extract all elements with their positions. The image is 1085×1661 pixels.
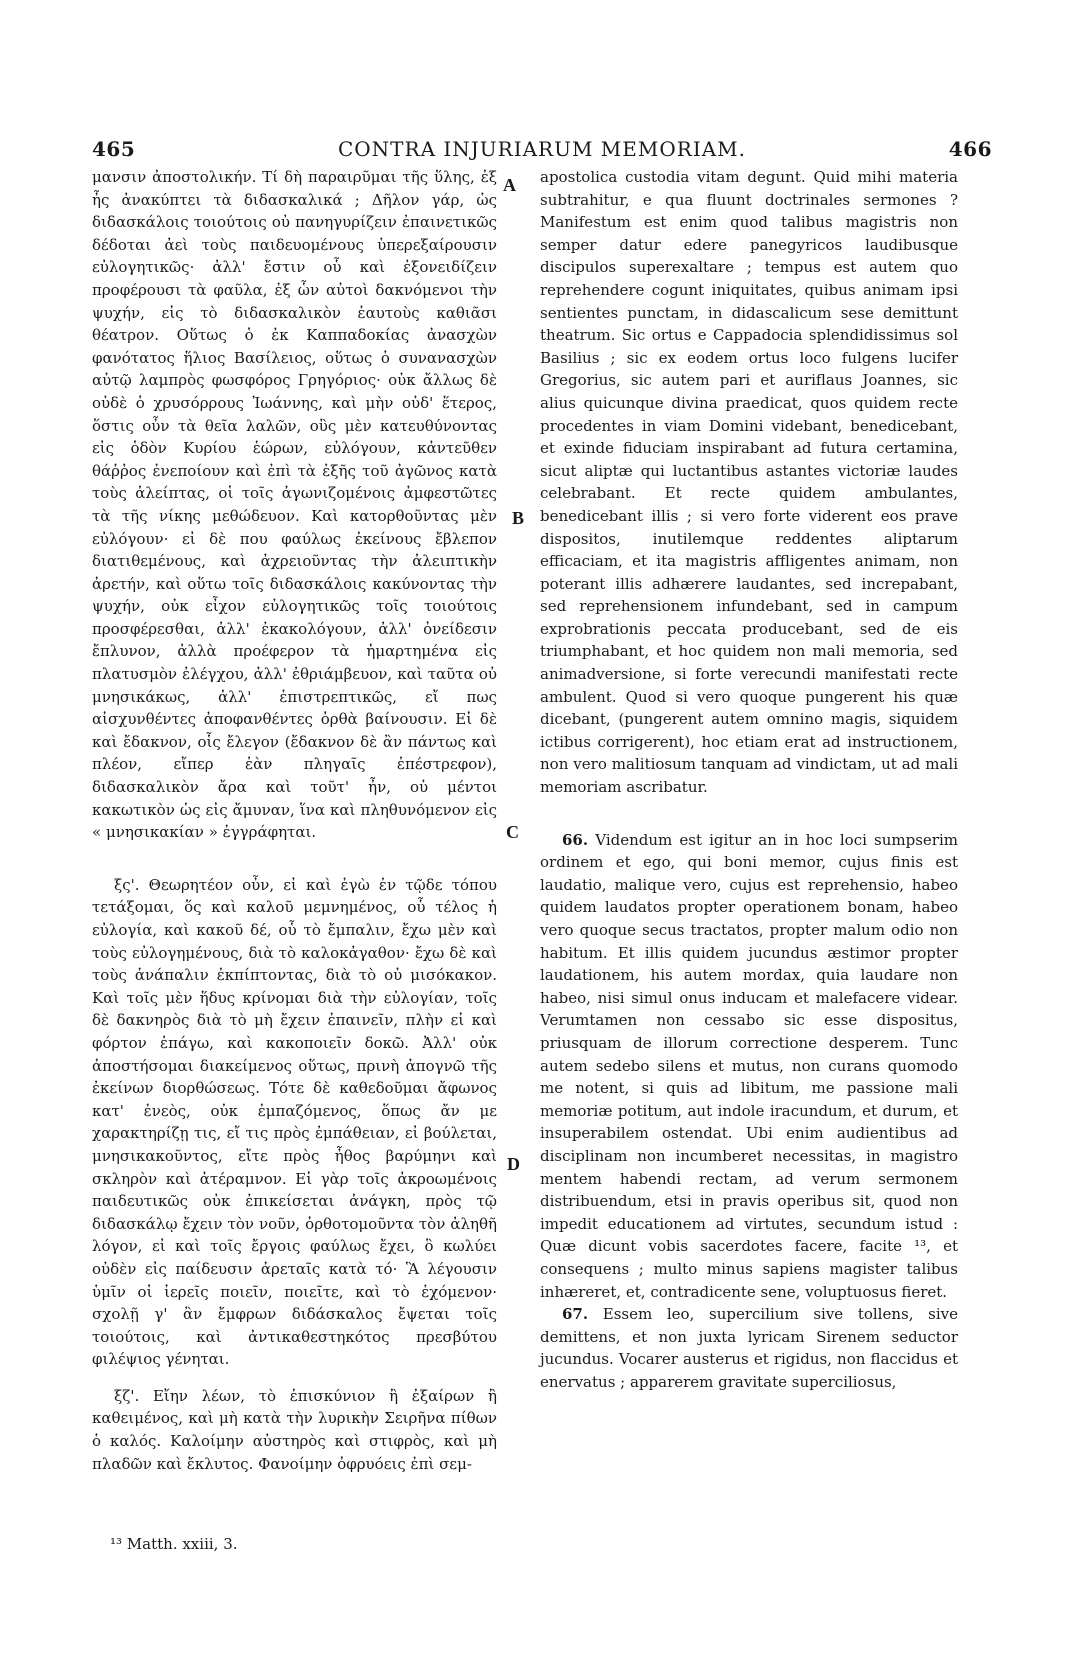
latin-paragraph-3-text: Essem leo, supercilium sive tollens, sive demittens, et non juxta lyricam Sirenem seductor jucundus. Vocarer austerus et rigidus, non flaccidus et enervatus ; apparerem gravitate superciliosus, xyxy=(540,1305,958,1391)
section-number-67: 67. xyxy=(562,1305,589,1324)
running-title: CONTRA INJURIARUM MEMORIAM. xyxy=(337,137,746,161)
section-number-66: 66. xyxy=(562,830,589,849)
latin-column xyxy=(540,166,958,1393)
greek-paragraph-3: ξζ'. Εἴην λέων, τὸ ἐπισκύνιον ἢ ἐξαίρων ἢ καθειμένος, καὶ μὴ κατὰ τὴν λυρικὴν Σειρῆνα πίθων ὁ καλός. Καλοίμην αὐστηρὸς καὶ στιφρὸς, καὶ μὴ πλαδῶν καὶ ἔκλυτος. Φανοίμην ὀφρυόεις ἐπὶ σεμ- xyxy=(92,1386,497,1473)
page-number-left: 465 xyxy=(92,137,136,161)
greek-paragraph-2: ξς'. Θεωρητέον οὖν, εἰ καὶ ἐγὼ ἐν τῷδε τόπου τετάξομαι, ὅς καὶ καλοῦ μεμνημένος, οὗ τέλος ἡ εὐλογία, καὶ κακοῦ δέ, οὗ τὸ ἔμπαλιν, ἔχω μὲν καὶ τοὺς εὐλογημένους, διὰ τὸ καλοκἀγαθον· ἔχω δὲ καὶ τοὺς ἀνάπαλιν ἐκπίπτοντας, διὰ τὸ οὐ μισόκακον. Καὶ τοῖς μὲν ἥδυς κρίνομαι διὰ τὴν εὐλογίαν, τοῖς δὲ δακνηρὸς διὰ τὸ μὴ ἔχειν ἐπαινεῖν, πλὴν εἰ καὶ φόρτον ἐπάγω, καὶ κακοποιεῖν δοκῶ. Ἀλλ' οὐκ ἀποστήσομαι διακείμενος οὕτως, πρινὴ ἀπογνῶ τῆς ἐκείνων διορθώσεως. Τότε δὲ καθεδοῦμαι ἄφωνος κατ' ἐνεὸς, οὐκ ἐμπαζόμενος, ὅπως ἄν με χαρακτηρίζῃ τις, εἴ τις πρὸς ἐμπάθειαν, εἰ βούλεται, μνησικακοῦντος, εἴτε πρὸς ἦθος βαρύμηνι καὶ σκληρὸν καὶ ἀτέραμνον. Εἰ γὰρ τοῖς ἀκροωμένοις παιδευτικῶς οὐκ ἐπικείσεται ἀνάγκη, πρὸς τῷ διδασκάλῳ ἔχειν τὸν νοῦν, ὀρθοτομοῦντα τὸν ἀληθῆ λόγον, εἰ καὶ τοῖς ἔργοις φαύλως ἔχει, ὃ κωλύει οὐδὲν εἰς παίδευσιν ἀρεταῖς κατὰ τό· Ἃ λέγουσιν ὑμῖν οἱ ἱερεῖς ποιεῖν, ποιεῖτε, καὶ τὸ ἐχόμενον· σχολῇ γ' ἂν ἔμφρων διδάσκαλος ἔψεται τοῖς τοιούτοις, καὶ ἀντικαθεστηκότος πρεσβύτου φιλέψιος γένηται. xyxy=(92,875,497,1369)
latin-paragraph-1: apostolica custodia vitam degunt. Quid mihi materia subtrahitur, e qua fluunt doctrinales sermones ? Manifestum est enim quod talibus magistris non semper datur edere panegyricos laudibusque discipulos superexaltare ; tempus est autem quo reprehendere cogunt iniquitates, quibus animam ipsi sentientes punctam, in didascalicum sese demittunt theatrum. Sic ortus e Cappadocia splendidissimus sol Basilius ; sic ex eodem ortus loco fulgens lucifer Gregorius, sic autem pari et auriflaus Joannes, sic alius quicunque divina praedicat, quos quidem recte procedentes in viam Domini videbant, benedicebant, et exinde fiduciam inspirabant ad futura certamina, sicut aliptæ qui luctantibus astantes victoriæ laudes celebrabant. Et recte quidem ambulantes, benedicebant illis ; si vero forte viderent eos prave dispositos, inutilemque reddentes aliptarum efficaciam, et ita magistris affligentes animam, non poterant illis adhærere laudantes, sed increpabant, sed reprehensionem infundebant, sed in campum exprobrationis peccata producebant, sed de eis triumphabant, et hoc quidem non mali memoria, sed animadversione, si forte verecundi manifestati recte ambulent. Quod si vero quoque pungerent his quæ dicebant, (pungerent autem omnino magis, siquidem ictibus corrigerent), hoc etiam erat ad instructionem, non vero malitiosum tanquam ad vindictam, ut ad mali memoriam ascribatur. xyxy=(540,168,958,797)
latin-paragraph-2 xyxy=(540,829,958,1303)
margin-letter-c: C xyxy=(506,822,519,842)
margin-letter-a: A xyxy=(503,175,516,195)
running-header xyxy=(92,137,992,167)
latin-paragraph-3 xyxy=(540,1303,958,1393)
latin-paragraph-2-text: Videndum est igitur an in hoc loci sumpserim ordinem et ego, qui boni memor, cujus finis est laudatio, malique vero, cujus est reprehensio, habeo quidem laudatos propter operationem bonam, habeo vero quoque secus tractatos, propter malum odio non habitum. Et illis quidem jucundus æstimor propter laudationem, his autem mordax, quia laudare non habeo, nisi simul onus inducam et malefacere videar. Verumtamen non cessabo sic esse dispositus, priusquam de illorum correctione desperem. Tunc autem sedebo silens et mutus, non curans quomodo me notent, si quis ad libitum, me passione mali memoriæ potitum, aut indole iracundum, et durum, et insuperabilem ostendat. Ubi enim audientibus ad disciplinam non incumberet necessitas, in magistro mentem habendi rectam, ad verum sermonem distribuendum, etsi in pravis operibus sit, quod non impedit educationem ad virtutes, secundum istud : Quæ dicunt vobis sacerdotes facere, facite ¹³, et consequens ; multo minus sapiens magister talibus inhæreret, et, contradicente sene, voluptuosus fieret. xyxy=(540,830,958,1301)
margin-letter-b: B xyxy=(512,508,525,528)
footnote: ¹³ Matth. xxiii, 3. xyxy=(110,1535,238,1553)
margin-letter-d: D xyxy=(507,1154,520,1174)
greek-paragraph-1: μανσιν ἀποστολικήν. Τί δὴ παραιρῦμαι τῆς ὕλης, ἐξ ἧς ἀνακύπτει τὰ διδασκαλικά ; Δῆλον γάρ, ὡς διδασκάλοις τοιούτοις οὐ πανηγυρίζειν ἐπαινετικῶς δέδοται ἀεὶ τοὺς παιδευομένους ὑπερεξαίρουσιν εὐλογητικῶς· ἀλλ' ἔστιν οὗ καὶ ἐξονειδίζειν προφέρουσι τὰ φαῦλα, ἐξ ὧν αὐτοὶ δακνόμενοι τὴν ψυχήν, εἰς τὸ διδασκαλικὸν ἑαυτοὺς καθιᾶσι θέατρον. Οὕτως ὁ ἐκ Καππαδοκίας ἀνασχὼν φανότατος ἥλιος Βασίλειος, οὕτως ὁ συνανασχὼν αὐτῷ λαμπρὸς φωσφόρος Γρηγόριος· οὐκ ἄλλως δὲ οὐδὲ ὁ χρυσόρρους Ἰωάννης, καὶ μὴν οὐδ' ἕτερος, ὅστις οὖν τὰ θεῖα λαλῶν, οὓς μὲν κατευθύνοντας εἰς ὁδὸν Κυρίου ἑώρων, εὐλόγουν, κἀντεῦθεν θάῤῥος ἐνεποίουν καὶ ἐπὶ τὰ ἑξῆς τοῦ ἀγῶνος κατὰ τοὺς ἀλείπτας, οἱ τοῖς ἀγωνιζομένοις ἀμφεστῶτες τὰ τῆς νίκης μεθώδευον. Καὶ κατορθοῦντας μὲν εὐλόγουν· εἰ δὲ που φαύλως ἐκείνους ἔβλεπον διατιθεμένους, καὶ ἀχρειοῦντας τὴν ἀλειπτικὴν ἀρετήν, καὶ οὕτω τοῖς διδασκάλοις κακύνοντας τὴν ψυχήν, οὐκ εἶχον εὐλογητικῶς τοῖς τοιούτοις προσφέρεσθαι, ἀλλ' ἐκακολόγουν, ἀλλ' ὀνείδεσιν ἔπλυνον, ἀλλὰ προέφερον τὰ ἡμαρτημένα εἰς πλατυσμὸν ἐλέγχου, ἀλλ' ἐθριάμβευον, καὶ ταῦτα οὐ μνησικάκως, ἀλλ' ἐπιστρεπτικῶς, εἴ πως αἰσχυνθέντες ἀποφανθέντες ὀρθὰ βαίνουσιν. Εἰ δὲ καὶ ἔδακνον, οἷς ἔλεγον (ἔδακνον δὲ ἂν πάντως καὶ πλέον, εἴπερ ἐὰν πληγαῖς ἐπέστρεφον), διδασκαλικὸν ἄρα καὶ τοῦτ' ἦν, οὐ μέντοι κακωτικὸν ὡς εἰς ἄμυναν, ἵνα καὶ πληθυνόμενον εἰς « μνησικακίαν » ἐγγράφηται. xyxy=(92,168,497,842)
greek-column xyxy=(92,166,497,1475)
page-number-right: 466 xyxy=(948,137,992,161)
